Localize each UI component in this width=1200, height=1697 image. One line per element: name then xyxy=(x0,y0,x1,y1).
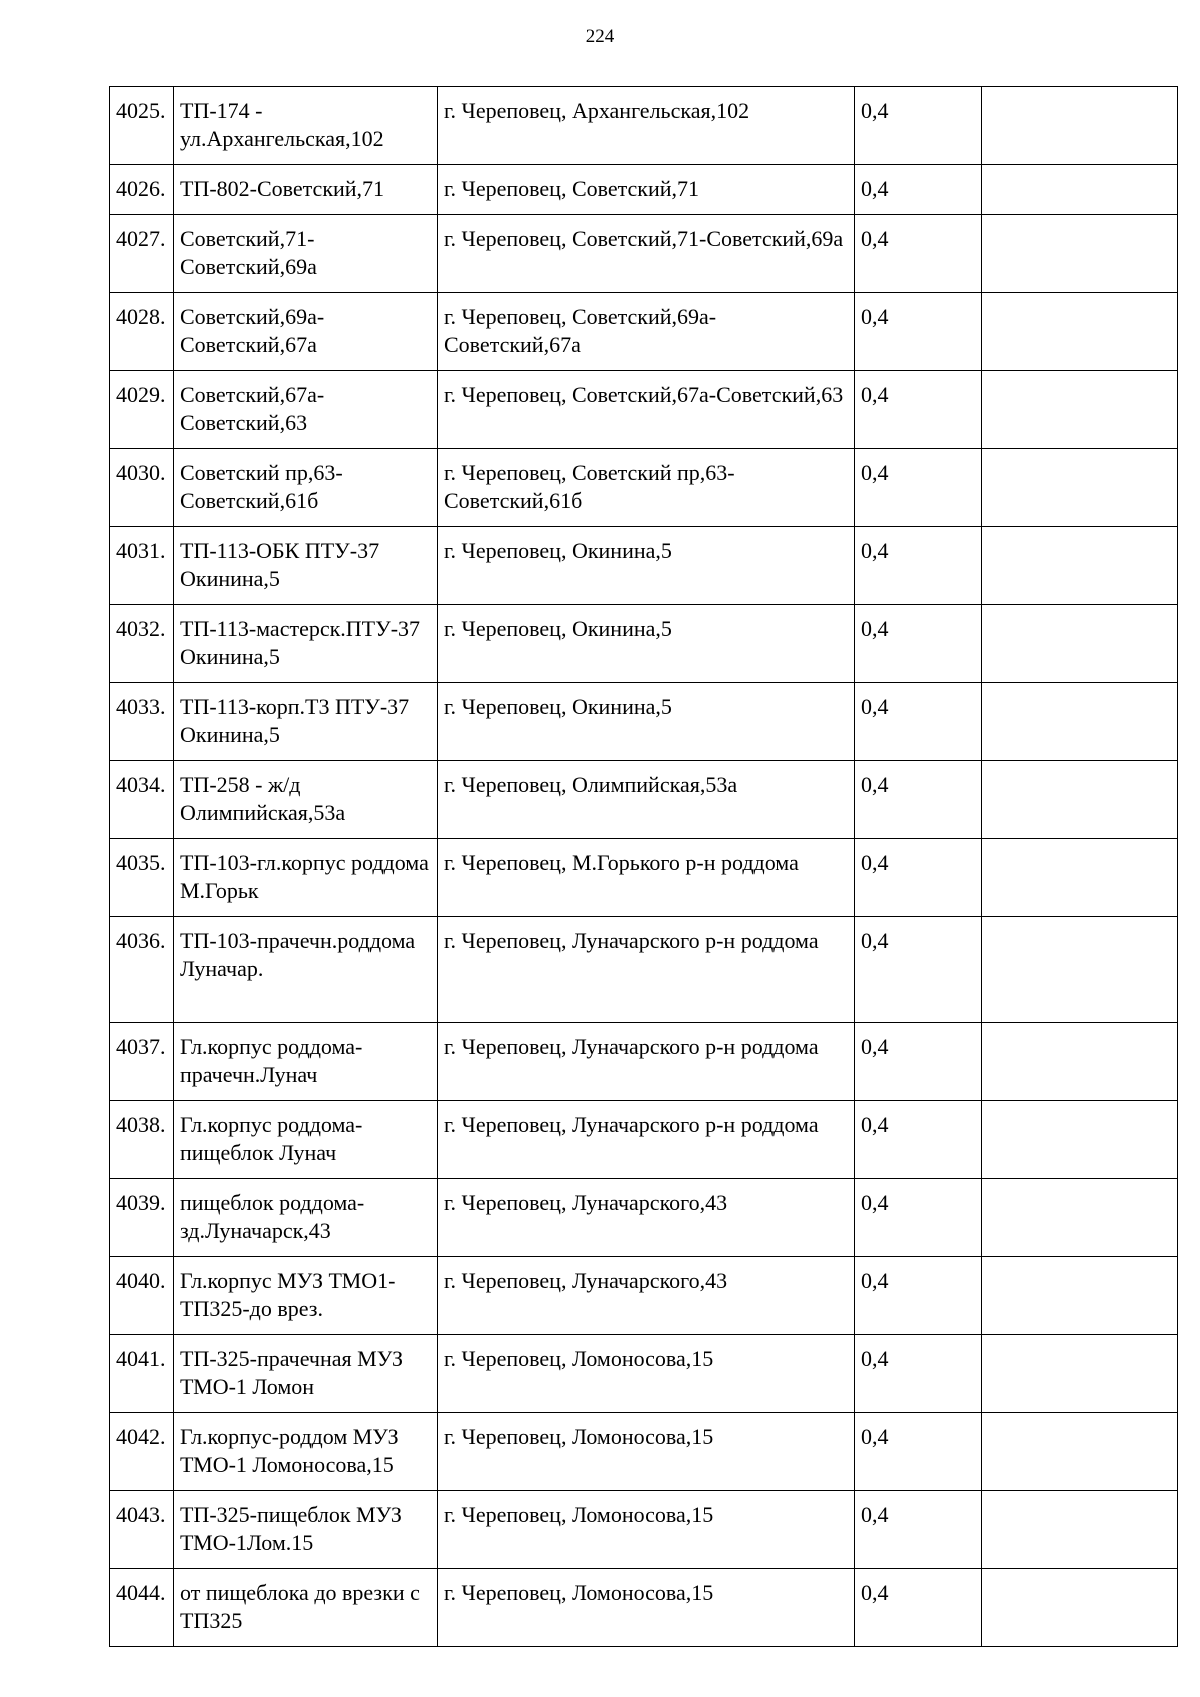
object-address: г. Череповец, Архангельская,102 xyxy=(438,87,855,165)
voltage-value: 0,4 xyxy=(855,165,982,215)
object-address: г. Череповец, Луначарского,43 xyxy=(438,1257,855,1335)
object-name: ТП-325-прачечная МУЗ ТМО-1 Ломон xyxy=(174,1335,438,1413)
row-number: 4039. xyxy=(110,1179,174,1257)
object-address: г. Череповец, Окинина,5 xyxy=(438,683,855,761)
object-name: Советский,69а-Советский,67а xyxy=(174,293,438,371)
table-row xyxy=(110,371,1178,449)
row-number: 4029. xyxy=(110,371,174,449)
voltage-value: 0,4 xyxy=(855,917,982,1023)
voltage-value: 0,4 xyxy=(855,449,982,527)
page-number: 224 xyxy=(585,26,615,47)
row-number: 4042. xyxy=(110,1413,174,1491)
row-number: 4027. xyxy=(110,215,174,293)
object-name: от пищеблока до врезки с ТП325 xyxy=(174,1569,438,1647)
object-address: г. Череповец, Луначарского,43 xyxy=(438,1179,855,1257)
table-row xyxy=(110,917,1178,1023)
object-name: Советский,67а-Советский,63 xyxy=(174,371,438,449)
row-number: 4041. xyxy=(110,1335,174,1413)
empty-cell xyxy=(982,1179,1178,1257)
row-number: 4030. xyxy=(110,449,174,527)
voltage-value: 0,4 xyxy=(855,1023,982,1101)
voltage-value: 0,4 xyxy=(855,605,982,683)
voltage-value: 0,4 xyxy=(855,215,982,293)
object-address: г. Череповец, Советский,67а-Советский,63 xyxy=(438,371,855,449)
row-number: 4036. xyxy=(110,917,174,1023)
table-row xyxy=(110,683,1178,761)
table-row xyxy=(110,215,1178,293)
object-address: г. Череповец, Советский,69а-Советский,67а xyxy=(438,293,855,371)
voltage-value: 0,4 xyxy=(855,87,982,165)
object-address: г. Череповец, Советский,71-Советский,69а xyxy=(438,215,855,293)
voltage-value: 0,4 xyxy=(855,1413,982,1491)
voltage-value: 0,4 xyxy=(855,1257,982,1335)
table-row xyxy=(110,527,1178,605)
object-name: ТП-802-Советский,71 xyxy=(174,165,438,215)
row-number: 4035. xyxy=(110,839,174,917)
table-row xyxy=(110,1101,1178,1179)
voltage-value: 0,4 xyxy=(855,1491,982,1569)
row-number: 4031. xyxy=(110,527,174,605)
voltage-value: 0,4 xyxy=(855,371,982,449)
row-number: 4040. xyxy=(110,1257,174,1335)
object-name: Гл.корпус роддома-прачечн.Лунач xyxy=(174,1023,438,1101)
object-address: г. Череповец, Советский,71 xyxy=(438,165,855,215)
object-address: г. Череповец, Советский пр,63-Советский,61б xyxy=(438,449,855,527)
table-row xyxy=(110,1569,1178,1647)
object-address: г. Череповец, Луначарского р-н роддома xyxy=(438,1101,855,1179)
row-number: 4044. xyxy=(110,1569,174,1647)
object-address: г. Череповец, Луначарского р-н роддома xyxy=(438,917,855,1023)
object-name: ТП-103-гл.корпус роддома М.Горьк xyxy=(174,839,438,917)
table-row xyxy=(110,761,1178,839)
row-number: 4026. xyxy=(110,165,174,215)
table-row xyxy=(110,605,1178,683)
object-name: Гл.корпус роддома-пищеблок Лунач xyxy=(174,1101,438,1179)
table-row xyxy=(110,1023,1178,1101)
object-address: г. Череповец, Окинина,5 xyxy=(438,527,855,605)
row-number: 4025. xyxy=(110,87,174,165)
table-row xyxy=(110,293,1178,371)
table-row xyxy=(110,1335,1178,1413)
table-row xyxy=(110,1257,1178,1335)
empty-cell xyxy=(982,761,1178,839)
empty-cell xyxy=(982,839,1178,917)
voltage-value: 0,4 xyxy=(855,683,982,761)
table-row xyxy=(110,1491,1178,1569)
row-number: 4034. xyxy=(110,761,174,839)
table-row xyxy=(110,1413,1178,1491)
row-number: 4032. xyxy=(110,605,174,683)
object-name: ТП-325-пищеблок МУЗ ТМО-1Лом.15 xyxy=(174,1491,438,1569)
object-name: пищеблок роддома-зд.Луначарск,43 xyxy=(174,1179,438,1257)
empty-cell xyxy=(982,1257,1178,1335)
object-name: ТП-174 - ул.Архангельская,102 xyxy=(174,87,438,165)
registry-table xyxy=(109,86,1178,1647)
object-name: ТП-113-мастерск.ПТУ-37 Окинина,5 xyxy=(174,605,438,683)
table-row xyxy=(110,87,1178,165)
object-address: г. Череповец, Луначарского р-н роддома xyxy=(438,1023,855,1101)
voltage-value: 0,4 xyxy=(855,1335,982,1413)
empty-cell xyxy=(982,1491,1178,1569)
empty-cell xyxy=(982,605,1178,683)
row-number: 4038. xyxy=(110,1101,174,1179)
object-address: г. Череповец, Ломоносова,15 xyxy=(438,1491,855,1569)
voltage-value: 0,4 xyxy=(855,839,982,917)
empty-cell xyxy=(982,527,1178,605)
empty-cell xyxy=(982,1413,1178,1491)
object-name: Советский,71-Советский,69а xyxy=(174,215,438,293)
empty-cell xyxy=(982,293,1178,371)
object-name: ТП-113-корп.Т3 ПТУ-37 Окинина,5 xyxy=(174,683,438,761)
object-name: Гл.корпус-роддом МУЗ ТМО-1 Ломоносова,15 xyxy=(174,1413,438,1491)
voltage-value: 0,4 xyxy=(855,293,982,371)
empty-cell xyxy=(982,917,1178,1023)
table-row xyxy=(110,1179,1178,1257)
row-number: 4037. xyxy=(110,1023,174,1101)
row-number: 4033. xyxy=(110,683,174,761)
object-name: ТП-103-прачечн.роддома Луначар. xyxy=(174,917,438,1023)
object-address: г. Череповец, Ломоносова,15 xyxy=(438,1335,855,1413)
voltage-value: 0,4 xyxy=(855,761,982,839)
row-number: 4028. xyxy=(110,293,174,371)
object-address: г. Череповец, Окинина,5 xyxy=(438,605,855,683)
empty-cell xyxy=(982,1101,1178,1179)
empty-cell xyxy=(982,215,1178,293)
object-name: ТП-113-ОБК ПТУ-37 Окинина,5 xyxy=(174,527,438,605)
object-address: г. Череповец, Олимпийская,53а xyxy=(438,761,855,839)
empty-cell xyxy=(982,371,1178,449)
voltage-value: 0,4 xyxy=(855,1101,982,1179)
object-name: Советский пр,63-Советский,61б xyxy=(174,449,438,527)
empty-cell xyxy=(982,1023,1178,1101)
empty-cell xyxy=(982,1569,1178,1647)
empty-cell xyxy=(982,87,1178,165)
table-row xyxy=(110,449,1178,527)
voltage-value: 0,4 xyxy=(855,527,982,605)
empty-cell xyxy=(982,1335,1178,1413)
voltage-value: 0,4 xyxy=(855,1179,982,1257)
empty-cell xyxy=(982,165,1178,215)
table-row xyxy=(110,839,1178,917)
object-address: г. Череповец, Ломоносова,15 xyxy=(438,1569,855,1647)
row-number: 4043. xyxy=(110,1491,174,1569)
object-address: г. Череповец, Ломоносова,15 xyxy=(438,1413,855,1491)
table-row xyxy=(110,165,1178,215)
empty-cell xyxy=(982,683,1178,761)
object-address: г. Череповец, М.Горького р-н роддома xyxy=(438,839,855,917)
voltage-value: 0,4 xyxy=(855,1569,982,1647)
object-name: Гл.корпус МУЗ ТМО1-ТП325-до врез. xyxy=(174,1257,438,1335)
object-name: ТП-258 - ж/д Олимпийская,53а xyxy=(174,761,438,839)
empty-cell xyxy=(982,449,1178,527)
